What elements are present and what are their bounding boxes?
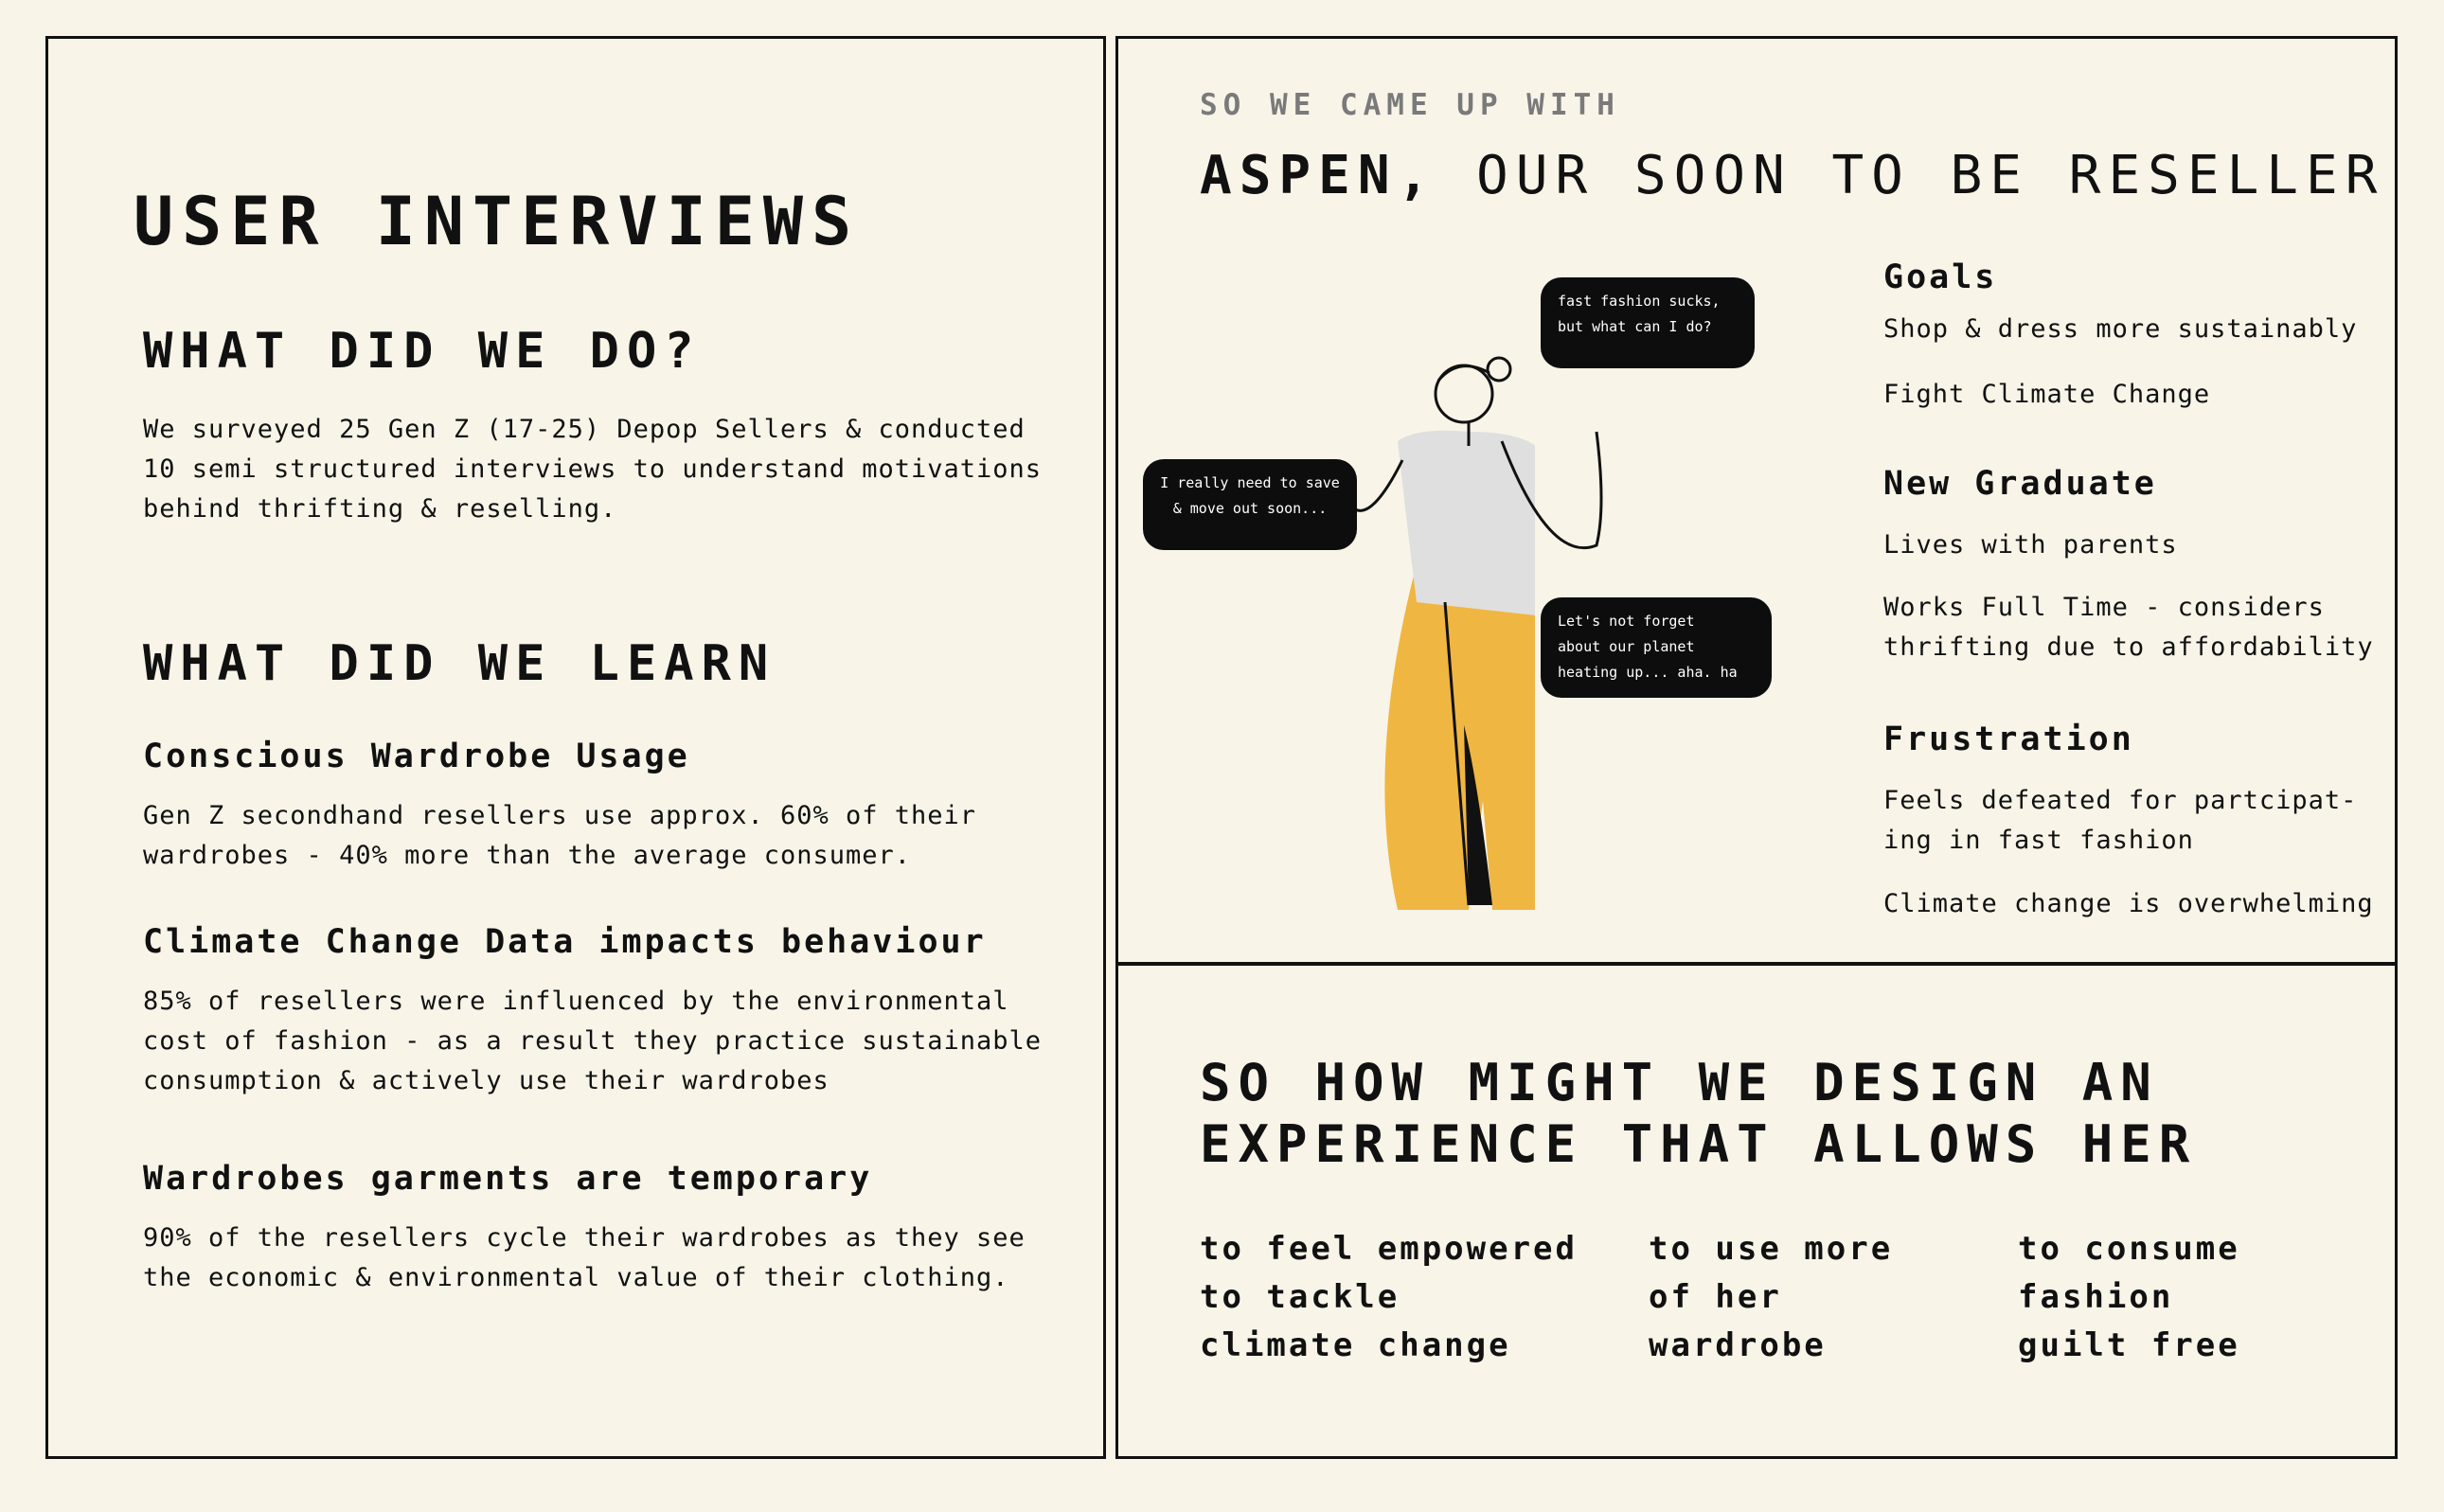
hmw-item: to use more of her wardrobe (1649, 1230, 1894, 1364)
finding-title: Conscious Wardrobe Usage (143, 738, 690, 775)
did-heading: WHAT DID WE DO? (143, 323, 702, 380)
background-item: Lives with parents (1883, 530, 2178, 560)
hmw-item: to feel empowered to tackle climate change (1200, 1230, 1578, 1364)
user-interviews-panel (45, 36, 1106, 1459)
finding-title: Climate Change Data impacts behaviour (143, 923, 987, 961)
hair-bun (1488, 358, 1510, 381)
hmw-item: to consume fashion guilt free (2018, 1230, 2240, 1364)
page-title: USER INTERVIEWS (134, 183, 861, 260)
finding-body: 85% of resellers were influenced by the environmental cost of fashion - as a result they practice sustainable consumption & actively use their wardrobes (143, 987, 1043, 1095)
persona-tagline: OUR SOON TO BE RESELLER (1436, 145, 2385, 206)
pants-shape (1384, 564, 1535, 910)
background-item: Works Full Time - considers thrifting due to affordability (1883, 593, 2374, 662)
speech-bubble: Let's not forget about our planet heating up... aha. ha (1541, 597, 1772, 698)
speech-bubble: fast fashion sucks, but what can I do? (1541, 277, 1755, 368)
hmw-heading: SO HOW MIGHT WE DESIGN AN EXPERIENCE THAT ALLOWS HER (1200, 1053, 2198, 1174)
frustration-item: Climate change is overwhelming (1883, 889, 2374, 918)
persona-panel (1115, 36, 2398, 966)
right-arm (1502, 432, 1601, 548)
persona-illustration (1327, 290, 1535, 915)
hmw-panel (1115, 962, 2398, 1459)
goals-item: Shop & dress more sustainably (1883, 314, 2358, 344)
goals-item: Fight Climate Change (1883, 380, 2211, 409)
speech-bubble: I really need to save & move out soon... (1143, 459, 1357, 550)
frustration-title: Frustration (1883, 720, 2134, 758)
learn-heading: WHAT DID WE LEARN (143, 635, 776, 692)
goals-title: Goals (1883, 258, 1998, 296)
persona-title (1200, 145, 2384, 206)
background-title: New Graduate (1883, 465, 2157, 503)
persona-eyebrow: SO WE CAME UP WITH (1200, 88, 1620, 122)
persona-name: ASPEN, (1200, 145, 1437, 206)
did-body: We surveyed 25 Gen Z (17-25) Depop Sellers & conducted 10 semi structured interviews to understand motivations behind thrifting & reselling. (143, 415, 1043, 524)
finding-body: Gen Z secondhand resellers use approx. 60% of their wardrobes - 40% more than the average consumer. (143, 801, 977, 870)
right-arm-illustration (1492, 413, 1606, 583)
frustration-item: Feels defeated for partcipat- ing in fast fashion (1883, 786, 2358, 855)
finding-body: 90% of the resellers cycle their wardrobes as they see the economic & environmental value of their clothing. (143, 1223, 1026, 1292)
finding-title: Wardrobes garments are temporary (143, 1160, 873, 1198)
